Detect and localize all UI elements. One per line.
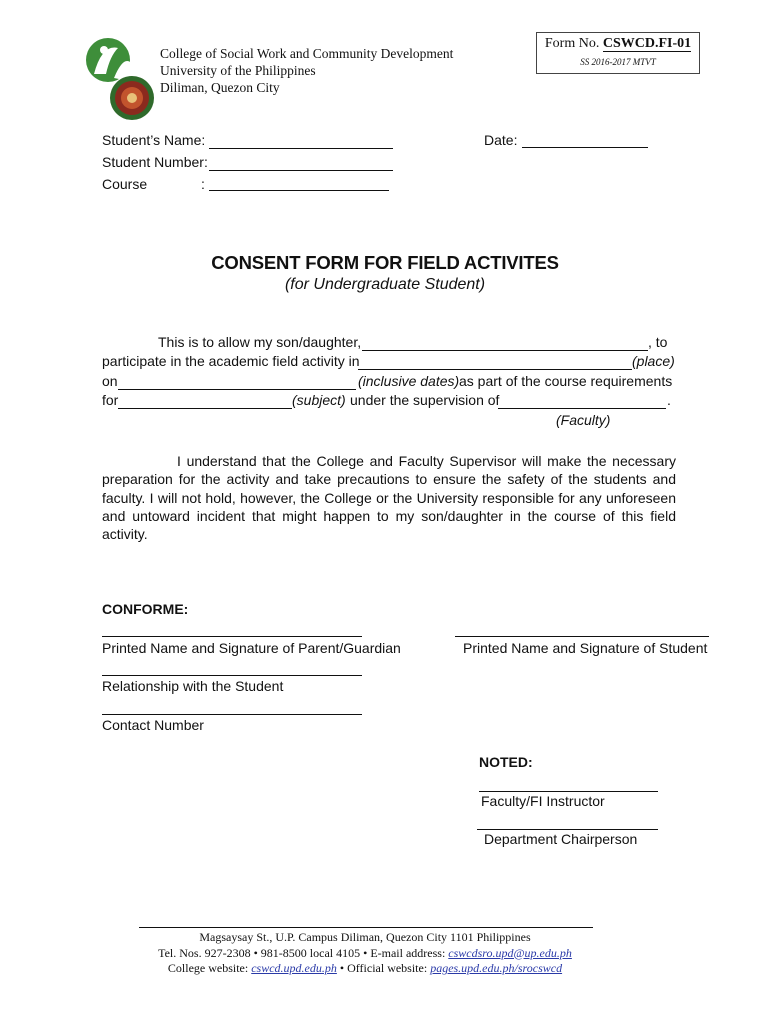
student-signature-label: Printed Name and Signature of Student: [463, 640, 708, 656]
faculty-hint: (Faculty): [556, 412, 611, 428]
place-line[interactable]: [358, 369, 632, 370]
student-name-line[interactable]: [209, 148, 393, 149]
child-name-line[interactable]: [362, 350, 648, 351]
consent-line-3-end: as part of the course requirements: [459, 373, 673, 389]
subject-hint: (subject): [292, 392, 346, 408]
footer-address: Magsaysay St., U.P. Campus Diliman, Quezon City 1101 Philippines: [199, 930, 531, 944]
official-website-link[interactable]: pages.upd.edu.ph/srocswcd: [430, 961, 563, 975]
footer-contact: Tel. Nos. 927-2308 • 981-8500 local 4105 • E-mail address: cswcdsro.upd@up.edu.ph: [158, 945, 572, 960]
date-label: Date:: [484, 132, 518, 148]
contact-label: Contact Number: [102, 717, 204, 733]
student-signature-line[interactable]: [455, 636, 709, 637]
chairperson-label: Department Chairperson: [484, 831, 638, 847]
subject-line[interactable]: [118, 408, 292, 409]
college-address-block: [160, 45, 453, 96]
understanding-paragraph: I understand that the College and Faculty Supervisor will make the necessary preparation for the activity and take precautions to ensure the safety of the students and faculty. I will not hold, however, the College or the University responsible for any unforeseen and untoward incident that might happen to my son/daughter in the course of this field activity.: [102, 453, 676, 543]
consent-line-4-text: for: [102, 392, 119, 408]
form-title: CONSENT FORM FOR FIELD ACTIVITES: [211, 252, 559, 273]
noted-heading: NOTED:: [479, 754, 533, 770]
contact-line[interactable]: [102, 714, 362, 715]
consent-line-3-text: on: [102, 373, 118, 389]
faculty-line[interactable]: [498, 408, 666, 409]
form-version: SS 2016-2017 MTVT: [580, 57, 656, 67]
university-name: University of the Philippines: [160, 63, 316, 78]
form-number-box: [536, 32, 700, 74]
relationship-label: Relationship with the Student: [102, 678, 284, 694]
form-subtitle: (for Undergraduate Student): [284, 276, 486, 293]
course-colon: :: [201, 176, 205, 192]
student-number-line[interactable]: [209, 170, 393, 171]
footer: [135, 930, 595, 977]
parent-signature-label: Printed Name and Signature of Parent/Guardian: [102, 640, 401, 656]
form-number: Form No. CSWCD.FI-01: [544, 36, 692, 51]
student-number-label: Student Number:: [102, 154, 208, 170]
footer-websites: College website: cswcd.upd.edu.ph • Official website: pages.upd.edu.ph/srocswcd: [167, 961, 563, 975]
college-name: College of Social Work and Community Development: [160, 46, 454, 61]
college-website-link[interactable]: cswcd.upd.edu.ph: [251, 961, 337, 975]
dates-hint: (inclusive dates): [358, 373, 460, 389]
form-code: CSWCD.FI-01: [602, 36, 692, 51]
consent-line-4-end: .: [667, 392, 671, 408]
course-line[interactable]: [209, 190, 389, 191]
consent-line-2-text: participate in the academic field activity in: [102, 353, 360, 369]
conforme-heading: CONFORME:: [102, 601, 189, 617]
parent-signature-line[interactable]: [102, 636, 362, 637]
student-name-label: Student’s Name:: [102, 132, 206, 148]
consent-line-1-text: This is to allow my son/daughter,: [158, 334, 362, 350]
consent-line-1-end: , to: [648, 334, 668, 350]
college-logo: [84, 34, 162, 126]
dates-line[interactable]: [118, 389, 356, 390]
supervision-text: under the supervision of: [350, 392, 500, 408]
college-location: Diliman, Quezon City: [160, 80, 280, 95]
course-label: Course: [102, 176, 148, 192]
place-hint: (place): [632, 353, 675, 369]
relationship-line[interactable]: [102, 675, 362, 676]
instructor-label: Faculty/FI Instructor: [481, 793, 605, 809]
date-line[interactable]: [522, 147, 648, 148]
footer-divider: [139, 927, 593, 928]
email-link[interactable]: cswcdsro.upd@up.edu.ph: [448, 945, 572, 960]
